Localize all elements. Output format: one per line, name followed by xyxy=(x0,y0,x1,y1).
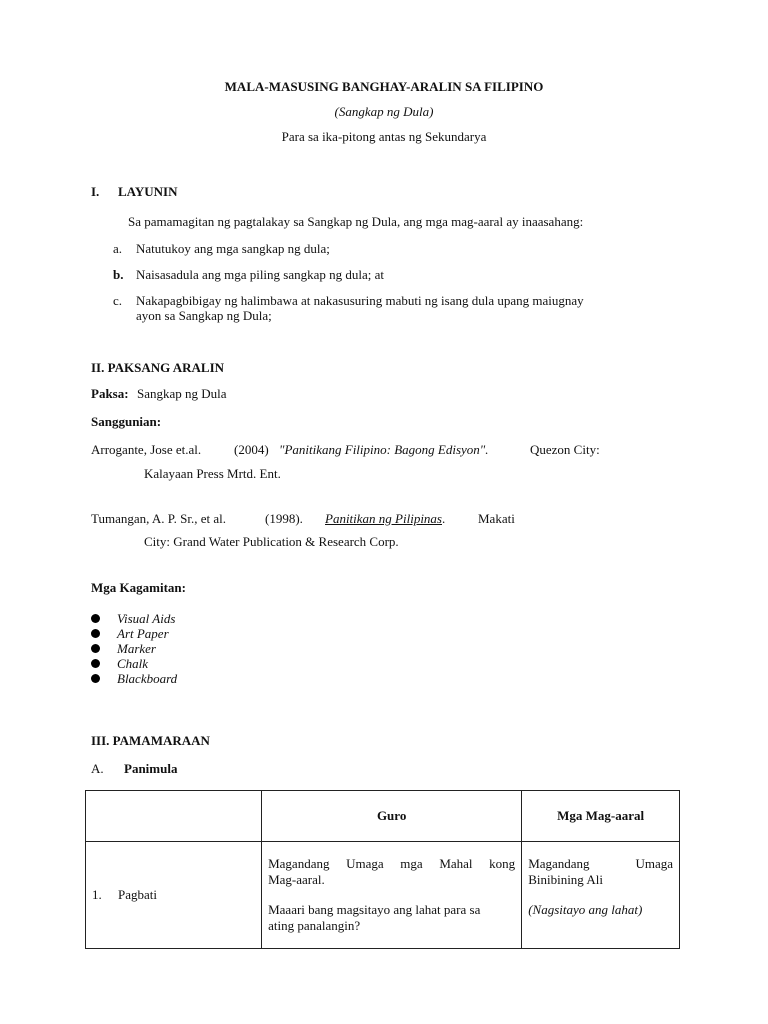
guro-cell xyxy=(262,842,522,949)
bullet-icon xyxy=(91,674,100,683)
subsection-marker: A. xyxy=(91,761,104,776)
section-3-heading: III. PAMAMARAAN xyxy=(91,733,210,748)
material-item: Marker xyxy=(117,641,156,656)
ref1-title: "Panitikang Filipino: Bagong Edisyon". xyxy=(279,442,489,457)
row-label-cell xyxy=(86,842,262,949)
objective-c: Nakapagbibigay ng halimbawa at nakasusuring mabuti ng isang dula upang maiugnay xyxy=(136,293,584,308)
material-item: Visual Aids xyxy=(117,611,176,626)
paksa-value: Sangkap ng Dula xyxy=(137,386,227,401)
row-label: 1. Pagbati xyxy=(92,887,157,902)
guro-line: Maaari bang magsitayo ang lahat para sa xyxy=(268,902,481,917)
page-subtitle: (Sangkap ng Dula) xyxy=(334,104,434,119)
objective-c-continued: ayon sa Sangkap ng Dula; xyxy=(136,308,272,323)
ref2-publisher: City: Grand Water Publication & Research Corp. xyxy=(144,534,399,549)
section-2-heading: II. PAKSANG ARALIN xyxy=(91,360,225,375)
student-line: Binibining Ali xyxy=(528,872,603,887)
objective-marker-b: b. xyxy=(113,267,124,282)
guro-line: Mag-aaral. xyxy=(268,872,325,887)
student-line: Magandang Umaga xyxy=(528,856,673,871)
ref1-year: (2004) xyxy=(234,442,269,457)
grade-level: Para sa ika-pitong antas ng Sekundarya xyxy=(281,129,487,144)
sanggunian-label: Sanggunian: xyxy=(91,414,162,429)
guro-line: ating panalangin? xyxy=(268,918,361,933)
student-line: (Nagsitayo ang lahat) xyxy=(528,902,643,917)
guro-line: Magandang Umaga mga Mahal kong xyxy=(268,856,516,871)
objective-b: Naisasadula ang mga piling sangkap ng dula; at xyxy=(136,267,385,282)
header-guro: Guro xyxy=(262,791,522,842)
section-1-heading: LAYUNIN xyxy=(118,184,178,199)
header-mag-aaral: Mga Mag-aaral xyxy=(522,791,680,842)
ref1-publisher: Kalayaan Press Mrtd. Ent. xyxy=(144,466,281,481)
ref2-title-period: . xyxy=(442,511,446,526)
subsection-heading: Panimula xyxy=(124,761,178,776)
bullet-icon xyxy=(91,659,100,668)
paksa-label: Paksa: xyxy=(91,386,129,401)
table-row xyxy=(86,842,680,949)
ref2-year: (1998). xyxy=(265,511,303,526)
bullet-icon xyxy=(91,614,100,623)
ref1-authors: Arrogante, Jose et.al. xyxy=(91,442,202,457)
ref2-title-group xyxy=(325,511,445,527)
lesson-table xyxy=(85,790,680,949)
table-header-row xyxy=(86,791,680,842)
bullet-icon xyxy=(91,629,100,638)
objective-marker-c: c. xyxy=(113,293,123,308)
objective-a: Natutukoy ang mga sangkap ng dula; xyxy=(136,241,330,256)
material-item: Art Paper xyxy=(117,626,169,641)
material-item: Chalk xyxy=(117,656,149,671)
material-item: Blackboard xyxy=(117,671,178,686)
page-title: MALA-MASUSING BANGHAY-ARALIN SA FILIPINO xyxy=(224,79,544,94)
ref2-title: Panitikan ng Pilipinas xyxy=(325,511,442,526)
ref2-authors: Tumangan, A. P. Sr., et al. xyxy=(91,511,226,526)
objective-marker-a: a. xyxy=(113,241,123,256)
kagamitan-label: Mga Kagamitan: xyxy=(91,580,186,595)
header-empty-cell xyxy=(86,791,262,842)
section-1-number: I. xyxy=(91,184,100,199)
bullet-icon xyxy=(91,644,100,653)
objectives-intro: Sa pamamagitan ng pagtalakay sa Sangkap ng Dula, ang mga mag-aaral ay inaasahang: xyxy=(128,214,584,229)
ref1-place: Quezon City: xyxy=(530,442,600,457)
ref2-place: Makati xyxy=(478,511,515,526)
student-cell xyxy=(522,842,680,949)
